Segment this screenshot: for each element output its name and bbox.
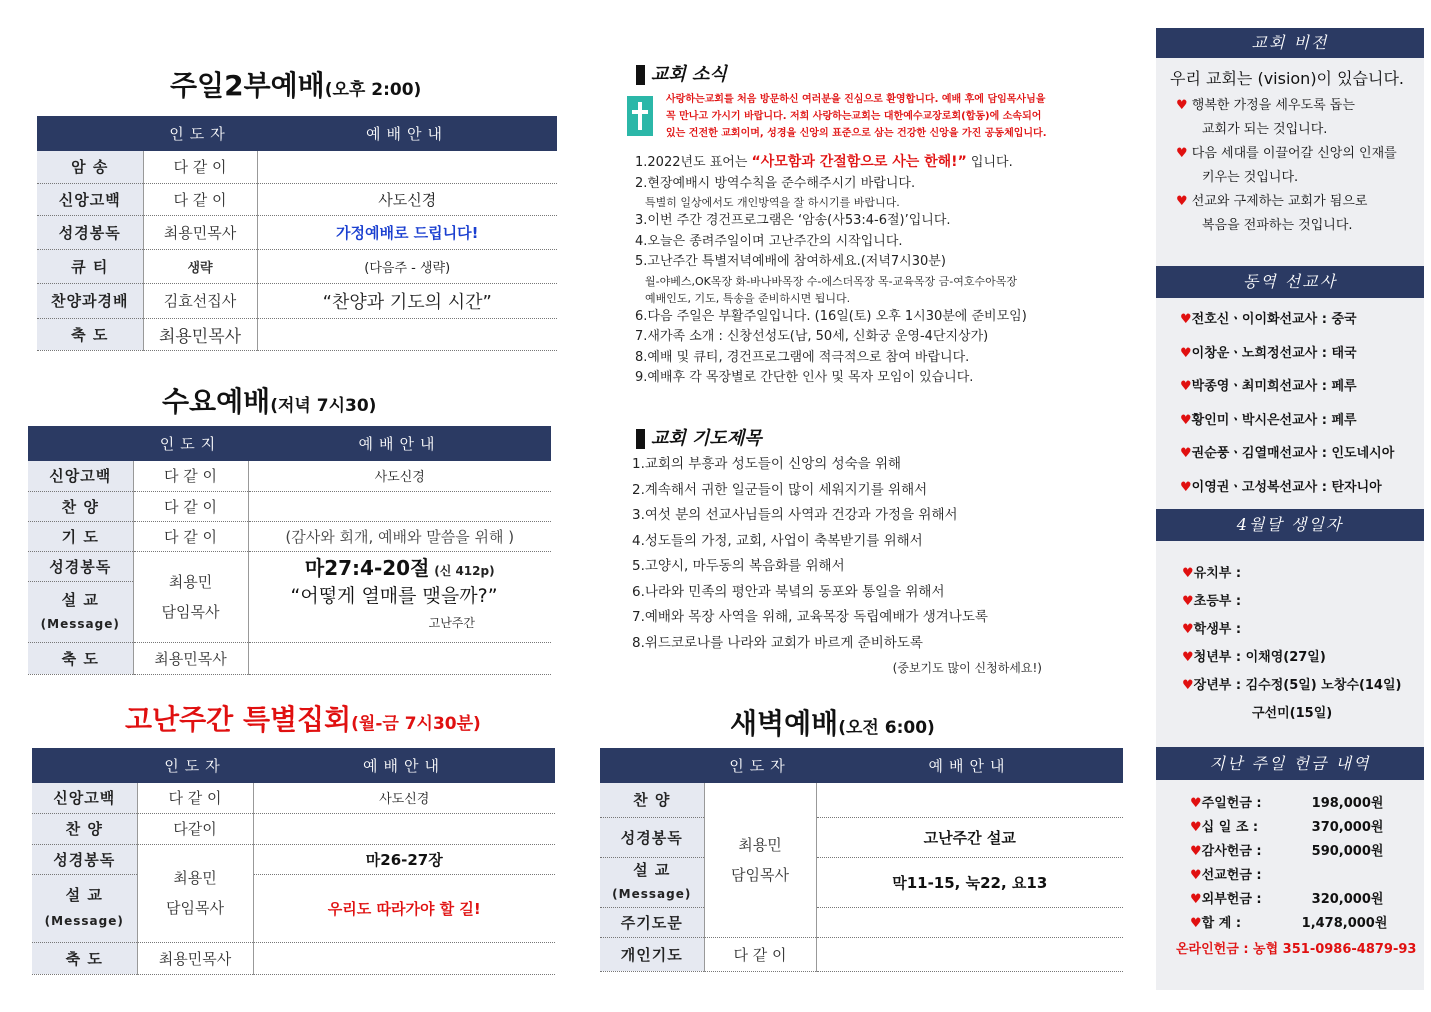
table-row [600,907,1123,937]
vision-text: 교회가 되는 것입니다. [1202,122,1328,137]
missionary-item [1180,404,1420,438]
news-item: 8.예배 및 큐티, 경건프로그램에 적극적으로 참여 바랍니다. [635,349,970,365]
missionary-item [1180,471,1420,505]
row-info [257,151,557,183]
offering-amount: 370,000원 [1311,820,1384,835]
news-item: 6.다음 주일은 부활주일입니다. (16일(토) 오후 1시30분에 준비모임) [635,308,1027,324]
row-info: 가정예배로 드립니다! [257,215,557,249]
row-label [600,857,704,907]
missionary-item [1180,303,1420,337]
leader-name: 최용민 [173,869,217,887]
offering-title: 지난 주일 헌금 내역 [1156,747,1424,780]
birthday-item [1182,616,1422,644]
missionary-text: 이창운ㆍ노희정선교사 : 태국 [1191,345,1357,361]
prayer-item: 3.여섯 분의 선교사님들의 사역과 건강과 가정을 위해서 [632,507,958,523]
missionary-text: 전호신ㆍ이이화선교사 : 중국 [1191,312,1357,327]
row-label: 성경봉독 [32,844,137,874]
row-leader: 다 같 이 [143,183,257,215]
row-leader [137,844,253,942]
message-label: (Message) [612,887,692,901]
prayer-item: 4.성도들의 가정, 교회, 사업이 축복받기를 위해서 [632,532,923,549]
row-info [248,491,551,521]
heart-icon: ♥ [1180,446,1192,461]
table-row [32,942,555,974]
heart-icon: ♥ [1180,379,1192,394]
passion-table [32,748,555,975]
table-row [600,857,1123,907]
offering-item [1190,840,1420,864]
heart-icon: ♥ [1190,844,1202,859]
leader-name: 최용민 [168,572,213,591]
cross-vertical [638,102,642,130]
prayer-footer: (중보기도 많이 신청하세요!) [892,661,1042,675]
missionaries-title: 동역 선교사 [1156,266,1424,298]
table-row [32,844,555,874]
heart-icon: ♥ [1176,146,1188,161]
row-info [816,907,1123,937]
offering-item [1190,864,1420,888]
wednesday-time: (저녁 7시30) [270,396,377,416]
offering-label: 선교헌금 : [1201,868,1262,883]
heart-icon: ♥ [1182,650,1194,665]
news-item: 9.예배후 각 목장별로 간단한 인사 및 목자 모임이 있습니다. [635,370,974,385]
heart-icon: ♥ [1190,796,1202,811]
table-row [28,642,551,674]
leader-name: 최용민 [738,835,782,854]
table-row [37,151,557,183]
vision-title: 교회 비전 [1156,28,1424,58]
table-row [37,318,557,350]
birthday-text: 장년부 : 김수정(5일) 노창수(14일) [1193,678,1402,693]
news-subitem: 예배인도, 기도, 특송을 준비하시면 됩니다. [645,291,851,305]
row-info: 사도신경 [248,461,551,491]
passion-title [125,698,481,738]
row-leader: 다 같 이 [137,783,253,813]
heart-icon: ♥ [1182,678,1194,693]
row-leader: 최용민목사 [143,215,257,249]
offering-item [1190,792,1420,816]
row-label: 찬 양 [600,783,704,817]
prayer-item: 2.계속해서 귀한 일군들이 많이 세워지기를 위해서 [632,481,928,498]
row-info [257,318,557,350]
birthday-item [1182,588,1422,616]
prayer-list [632,452,1152,682]
row-leader: 다 같 이 [143,151,257,183]
table-row [28,521,551,551]
message-label: (Message) [44,914,124,928]
missionary-text: 이영권ㆍ고성복선교사 : 탄자니아 [1191,479,1382,495]
row-label: 축 도 [37,318,143,350]
welcome-line: 있는 건전한 교회이며, 성경을 신앙의 표준으로 삼는 건강한 신앙을 가진 공동체입니다. [666,128,1047,139]
vision-item [1176,142,1422,166]
row-info [248,642,551,674]
row-label [28,581,133,642]
table-row [37,249,557,283]
birthday-text: 학생부 : [1193,622,1242,637]
offering-amount: 1,478,000원 [1301,916,1388,931]
news-text: 입니다. [966,155,1013,170]
vision-list [1176,94,1422,238]
wednesday-title [162,380,376,420]
table-row [37,183,557,215]
row-info [248,551,551,581]
heart-icon: ♥ [1176,194,1188,209]
birthday-item [1182,644,1422,672]
wednesday-header-leader: 인도지 [133,426,248,461]
row-label: 성경봉독 [37,215,143,249]
offering-amount: 320,000원 [1311,892,1384,907]
row-info: (감사와 회개, 예배와 말씀을 위해 ) [248,521,551,551]
welcome-line: 사랑하는교회를 처음 방문하신 여러분을 진심으로 환영합니다. 예배 후에 담임목사님을 [666,94,1046,105]
sermon-label: 설 교 [65,886,103,904]
row-leader [704,783,816,937]
heart-icon: ♥ [1190,820,1202,835]
missionary-item [1180,437,1420,471]
missionary-text: 권순풍ㆍ김열매선교사 : 인도네시아 [1191,446,1395,461]
heart-icon: ♥ [1182,594,1194,609]
vision-item [1176,190,1422,214]
row-leader: 다 같 이 [704,937,816,971]
dawn-time: (오전 6:00) [838,718,935,738]
missionaries-list [1180,303,1420,504]
prayer-item: 6.나라와 민족의 평안과 북녘의 동포와 통일을 위해서 [632,583,945,600]
vision-text: 키우는 것입니다. [1202,170,1299,185]
table-row [600,937,1123,971]
vision-item [1176,94,1422,118]
row-leader: 최용민목사 [143,318,257,350]
vision-text: 복음을 전파하는 것입니다. [1202,218,1353,233]
vision-text: 선교와 구제하는 교회가 됨으로 [1191,194,1368,209]
dawn-table [600,748,1123,972]
news-title [636,60,727,86]
row-label: 성경봉독 [28,551,133,581]
table-row [32,874,555,942]
row-label: 찬양과경배 [37,283,143,318]
heart-icon: ♥ [1190,892,1202,907]
row-info [816,937,1123,971]
leader-title: 담임목사 [166,899,224,917]
dawn-title [730,702,935,742]
welcome-message [666,91,1146,142]
row-leader: 다 같 이 [133,521,248,551]
sermon-title: “어떻게 열매를 맺을까?” [290,585,498,607]
table-row [28,581,551,642]
cross-horizontal [632,110,648,114]
row-info: 사도신경 [253,783,555,813]
row-leader: 최용민목사 [137,942,253,974]
news-item: 3.이번 주간 경건프로그램은 ‘암송(사53:4-6절)’입니다. [635,213,951,228]
table-row [600,817,1123,857]
row-label: 신앙고백 [32,783,137,813]
row-label [32,874,137,942]
news-item: 4.오늘은 종려주일이며 고난주간의 시작입니다. [635,233,903,249]
heart-icon: ♥ [1180,312,1192,327]
birthday-text: 청년부 : 이채영(27일) [1193,650,1326,665]
news-item [635,152,1145,174]
sermon-label: 설 교 [61,590,99,609]
sermon-label: 설 교 [633,861,671,879]
birthday-item [1182,560,1422,588]
table-row [37,283,557,318]
news-subitem: 특별히 일상에서도 개인방역을 잘 하시기를 바랍니다. [645,196,900,209]
row-label: 축 도 [28,642,133,674]
welcome-line: 꼭 만나고 가시기 바랍니다. 저희 사랑하는교회는 대한예수교장로회(합동)에 소속되어 [666,111,1042,122]
table-row [32,783,555,813]
offering-amount: 198,000원 [1311,796,1384,811]
heart-icon: ♥ [1180,412,1192,428]
table-row [600,783,1123,817]
prayer-item: 8.위드코로나를 나라와 교회가 바르게 준비하도록 [632,634,923,651]
sunday-time: (오후 2:00) [324,80,422,100]
row-leader: 김효선집사 [143,283,257,318]
row-leader: 최용민목사 [133,642,248,674]
row-label: 성경봉독 [600,817,704,857]
wednesday-header-blank [28,426,133,461]
news-motto: “사모함과 간절함으로 사는 한해!” [751,154,967,170]
row-info: (다음주 - 생략) [257,249,557,283]
passion-header-blank [32,748,137,783]
dawn-header-blank [600,748,704,783]
prayer-title [636,424,762,450]
row-label: 신앙고백 [37,183,143,215]
table-row [28,461,551,491]
row-leader [133,551,248,642]
leader-title: 담임목사 [731,865,789,884]
table-row [28,551,551,581]
row-info: 우리도 따라가야 할 길! [253,874,555,942]
passion-header-leader: 인도자 [137,748,253,783]
row-label: 암 송 [37,151,143,183]
sunday-title-text: 주일2부예배 [170,69,325,102]
heart-icon: ♥ [1182,566,1194,581]
news-list [635,152,1145,389]
sunday-header-info: 예배안내 [257,116,557,151]
row-label: 신앙고백 [28,461,133,491]
missionary-text: 박종영ㆍ최미희선교사 : 페루 [1191,379,1357,394]
section-bar-icon [636,65,645,85]
vision-intro: 우리 교회는 (vision)이 있습니다. [1170,69,1405,88]
row-label: 축 도 [32,942,137,974]
prayer-title-text: 교회 기도제목 [651,428,762,449]
heart-icon: ♥ [1180,479,1192,495]
row-label: 주기도문 [600,907,704,937]
offering-label: 주일헌금 : [1201,796,1262,811]
row-info [253,942,555,974]
missionary-item [1180,370,1420,404]
row-label: 기 도 [28,521,133,551]
news-title-text: 교회 소식 [651,64,727,85]
message-label: (Message) [40,616,120,631]
offering-label: 합 계 : [1201,916,1242,931]
hymn-page: (신 412p) [434,563,495,578]
row-info: 고난주간 설교 [816,817,1123,857]
heart-icon: ♥ [1180,345,1192,361]
passion-header-info: 예배안내 [253,748,555,783]
dawn-header-leader: 인도자 [704,748,816,783]
heart-icon: ♥ [1190,868,1202,883]
news-item: 2.현장예배시 방역수칙을 준수해주시기 바랍니다. [635,175,916,191]
news-text: 1.2022년도 표어는 [635,155,752,170]
sermon-series: 고난주간 [428,616,475,630]
row-leader: 다같이 [137,813,253,844]
cross-icon [627,96,653,136]
birthday-extra: 구선미(15일) [1252,706,1333,721]
passion-title-text: 고난주간 특별집회 [125,703,352,736]
news-item: 5.고난주간 특별저녁예배에 참여하세요.(저녁7시30분) [635,254,946,269]
sunday-header-blank [37,116,143,151]
scripture: 마27:4-20절 [304,555,430,580]
row-leader: 다 같 이 [133,491,248,521]
row-label: 개인기도 [600,937,704,971]
online-offering: 온라인헌금 : 농협 351-0986-4879-93 [1176,942,1417,957]
row-info [248,581,551,642]
offering-label: 십 일 조 : [1201,820,1259,835]
row-label: 찬 양 [28,491,133,521]
row-info: 사도신경 [257,183,557,215]
heart-icon: ♥ [1182,622,1194,637]
row-info: “찬양과 기도의 시간” [257,283,557,318]
table-row [32,813,555,844]
missionary-item [1180,337,1420,371]
birthday-item [1182,672,1422,700]
birthday-text: 유치부 : [1193,566,1242,581]
vision-text: 다음 세대를 이끌어갈 신앙의 인재를 [1191,146,1397,161]
news-subitem: 월-야베스,OK목장 화-바나바목장 수-에스더목장 목-교육목장 금-여호수아목장 [645,274,1017,288]
wednesday-header-info: 예배안내 [248,426,551,461]
sunday-title [170,64,421,104]
offering-amount: 590,000원 [1311,844,1384,859]
table-row [28,491,551,521]
wednesday-table [28,426,551,675]
prayer-item: 1.교회의 부흥과 성도들이 신앙의 성숙을 위해 [632,456,902,472]
birthdays-list [1182,560,1422,728]
row-info [253,813,555,844]
heart-icon: ♥ [1190,916,1202,931]
prayer-item: 5.고양시, 마두동의 복음화를 위해서 [632,558,845,574]
row-info: 막11-15, 눅22, 요13 [816,857,1123,907]
dawn-header-info: 예배안내 [816,748,1123,783]
birthdays-title: 4월달 생일자 [1156,509,1424,541]
section-bar-icon [636,429,645,449]
news-item: 7.새가족 소개 : 신창선성도(남, 50세, 신화궁 운영-4단지상가) [635,329,989,344]
offering-item [1190,912,1420,936]
missionary-text: 황인미ㆍ박시은선교사 : 페루 [1191,412,1357,428]
wednesday-title-text: 수요예배 [162,385,271,418]
row-label: 큐 티 [37,249,143,283]
offering-label: 감사헌금 : [1201,844,1262,859]
offering-item [1190,888,1420,912]
dawn-title-text: 새벽예배 [730,707,839,740]
row-info [816,783,1123,817]
offering-list [1190,792,1420,936]
heart-icon: ♥ [1176,98,1188,113]
leader-title: 담임목사 [161,602,220,621]
row-label: 찬 양 [32,813,137,844]
offering-label: 외부헌금 : [1201,892,1262,907]
sunday-header-leader: 인도자 [143,116,257,151]
table-row [37,215,557,249]
row-leader: 생략 [143,249,257,283]
vision-text: 행복한 가정을 세우도록 돕는 [1191,98,1355,113]
row-leader: 다 같 이 [133,461,248,491]
row-info: 마26-27장 [253,844,555,874]
prayer-item: 7.예배와 목장 사역을 위해, 교육목장 독립예배가 생겨나도록 [632,609,988,625]
sunday-table [37,116,557,351]
passion-time: (월-금 7시30분) [351,714,481,734]
offering-item [1190,816,1420,840]
birthday-text: 초등부 : [1193,594,1242,609]
